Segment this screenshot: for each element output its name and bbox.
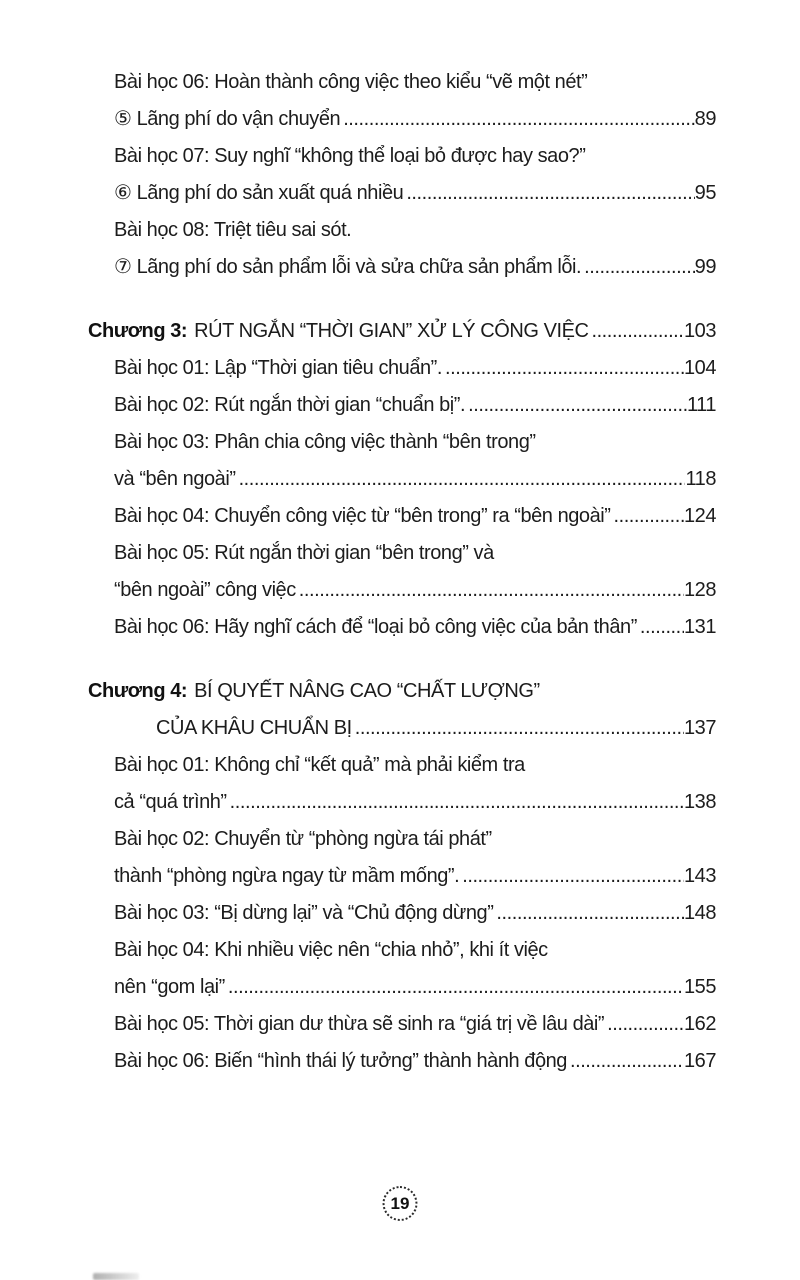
toc-entry xyxy=(114,1043,716,1080)
dot-leader xyxy=(567,1043,684,1080)
toc-entry xyxy=(114,932,716,969)
toc-entry-continuation xyxy=(114,572,716,609)
toc-entry xyxy=(114,821,716,858)
dot-leader xyxy=(236,461,686,498)
entry-page-number: 99 xyxy=(694,256,716,278)
toc-entry xyxy=(114,212,716,249)
dot-leader xyxy=(296,572,684,609)
entry-text: thành “phòng ngừa ngay từ mầm mống”. xyxy=(114,865,460,887)
entry-text: Bài học 05: Thời gian dư thừa sẽ sinh ra “giá trị về lâu dài” xyxy=(114,1013,605,1035)
toc-entry xyxy=(114,609,716,646)
toc-entry xyxy=(114,498,716,535)
entry-page-number: 111 xyxy=(686,394,716,416)
dot-leader xyxy=(604,1006,684,1043)
chapter-title: RÚT NGẮN “THỜI GIAN” XỬ LÝ CÔNG VIỆC xyxy=(194,320,589,342)
toc-chapter-heading xyxy=(88,673,716,710)
entry-page-number: 128 xyxy=(683,579,716,601)
entry-text: Bài học 02: Rút ngắn thời gian “chuẩn bị”. xyxy=(114,394,466,416)
entry-text: Bài học 01: Không chỉ “kết quả” mà phải kiểm tra xyxy=(114,754,525,776)
entry-page-number: 95 xyxy=(694,182,716,204)
entry-page-number: 137 xyxy=(683,717,716,739)
entry-page-number: 118 xyxy=(685,468,716,490)
entry-text: Bài học 04: Khi nhiều việc nên “chia nhỏ”, khi ít việc xyxy=(114,939,548,961)
entry-text: Bài học 02: Chuyển từ “phòng ngừa tái phát” xyxy=(114,828,492,850)
entry-text: Bài học 08: Triệt tiêu sai sót. xyxy=(114,219,352,241)
entry-page-number: 167 xyxy=(683,1050,716,1072)
chapter-label: Chương 4: xyxy=(88,680,188,702)
chapter-label: Chương 3: xyxy=(88,320,188,342)
entry-page-number: 104 xyxy=(683,357,716,379)
dot-leader xyxy=(581,249,694,286)
toc-entry xyxy=(114,249,716,286)
entry-page-number: 124 xyxy=(683,505,716,527)
toc-entry-continuation xyxy=(114,858,716,895)
dot-leader xyxy=(610,498,683,535)
entry-page-number: 131 xyxy=(683,616,716,638)
toc-chapter-heading xyxy=(88,313,716,350)
page-number: 19 xyxy=(390,1193,410,1213)
toc-entry-continuation xyxy=(114,784,716,821)
dot-leader xyxy=(493,895,684,932)
entry-text: Bài học 03: “Bị dừng lại” và “Chủ động dừng” xyxy=(114,902,494,924)
toc-entry xyxy=(114,1006,716,1043)
toc-entry xyxy=(114,895,716,932)
toc-entry xyxy=(114,175,716,212)
toc-entry xyxy=(114,138,716,175)
entry-text: ⑦ Lãng phí do sản phẩm lỗi và sửa chữa sản phẩm lỗi. xyxy=(114,256,582,278)
chapter-title: CỦA KHÂU CHUẨN BỊ xyxy=(156,717,352,739)
entry-text: Bài học 06: Hãy nghĩ cách để “loại bỏ công việc của bản thân” xyxy=(114,616,637,638)
dot-leader xyxy=(227,784,684,821)
toc-entry xyxy=(114,101,716,138)
dot-leader xyxy=(225,969,684,1006)
chapter-title: BÍ QUYẾT NÂNG CAO “CHẤT LƯỢNG” xyxy=(194,680,540,702)
entry-text: cả “quá trình” xyxy=(114,791,227,813)
entry-page-number: 148 xyxy=(683,902,716,924)
dot-leader xyxy=(340,101,694,138)
entry-text: “bên ngoài” công việc xyxy=(114,579,296,601)
dot-leader xyxy=(352,710,684,747)
entry-page-number: 143 xyxy=(683,865,716,887)
toc-entry xyxy=(114,350,716,387)
toc-entry-continuation xyxy=(114,969,716,1006)
toc-entry xyxy=(114,747,716,784)
entry-text: nên “gom lại” xyxy=(114,976,225,998)
toc-entry-continuation xyxy=(114,461,716,498)
entry-page-number: 103 xyxy=(683,320,716,342)
dot-leader xyxy=(459,858,684,895)
entry-text: Bài học 04: Chuyển công việc từ “bên trong” ra “bên ngoài” xyxy=(114,505,611,527)
dot-leader xyxy=(403,175,694,212)
dot-leader xyxy=(442,350,684,387)
toc-entry xyxy=(114,64,716,101)
toc-entry xyxy=(114,387,716,424)
page-number-badge xyxy=(383,1186,418,1221)
entry-text: Bài học 01: Lập “Thời gian tiêu chuẩn”. xyxy=(114,357,442,379)
entry-text: Bài học 05: Rút ngắn thời gian “bên trong” và xyxy=(114,542,494,564)
entry-text: Bài học 07: Suy nghĩ “không thể loại bỏ được hay sao?” xyxy=(114,145,586,167)
entry-text: và “bên ngoài” xyxy=(114,468,236,490)
dot-leader xyxy=(637,609,684,646)
table-of-contents xyxy=(0,64,716,1080)
dot-leader xyxy=(465,387,687,424)
entry-page-number: 138 xyxy=(683,791,716,813)
entry-page-number: 162 xyxy=(683,1013,716,1035)
dot-leader xyxy=(588,313,684,350)
toc-entry xyxy=(114,535,716,572)
entry-text: ⑤ Lãng phí do vận chuyển xyxy=(114,108,341,130)
entry-text: Bài học 06: Hoàn thành công việc theo kiểu “vẽ một nét” xyxy=(114,71,588,93)
toc-entry xyxy=(114,424,716,461)
entry-text: ⑥ Lãng phí do sản xuất quá nhiều xyxy=(114,182,404,204)
entry-text: Bài học 06: Biến “hình thái lý tưởng” thành hành động xyxy=(114,1050,567,1072)
entry-page-number: 155 xyxy=(683,976,716,998)
entry-text: Bài học 03: Phân chia công việc thành “bên trong” xyxy=(114,431,536,453)
scan-artifact-mark xyxy=(93,1273,139,1280)
entry-page-number: 89 xyxy=(694,108,716,130)
toc-chapter-heading-continuation xyxy=(156,710,716,747)
